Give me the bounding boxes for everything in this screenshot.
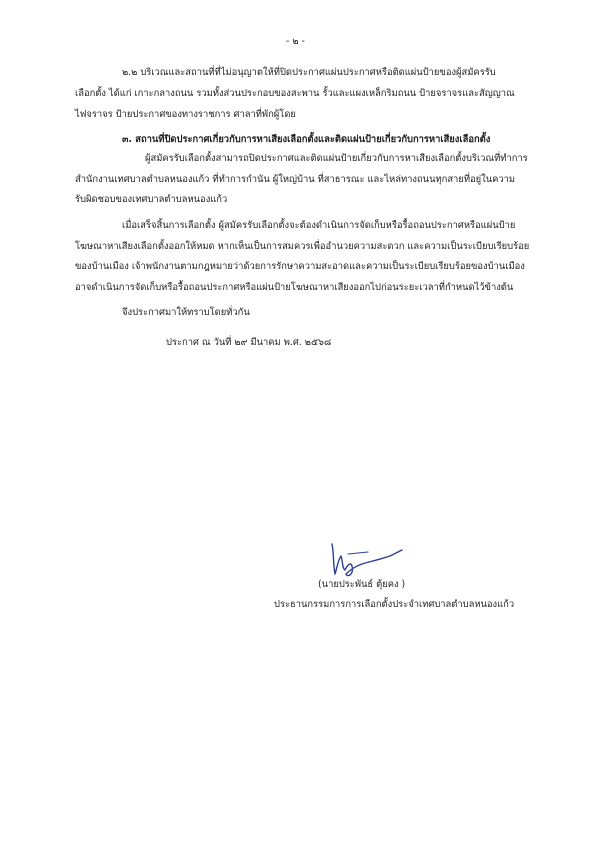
removal-line-4: อาจดำเนินการจัดเก็บหรือรื้อถอนประกาศหรือแผ่นป้ายโฆษณาหาเสียงออกไปก่อนระยะเวลาที่กำหนดไว้ข้างต้น [75, 282, 514, 293]
section-2-2-line-3: ไฟจราจร ป้ายประกาศของทางราชการ ศาลาที่พักผู้โดย [75, 109, 296, 120]
signer-name: (นายประพันธ์ ตุ้ยคง ) [318, 579, 406, 590]
signature-image [318, 540, 408, 582]
removal-line-2: โฆษณาหาเสียงเลือกตั้งออกให้หมด หากเห็นเป็นการสมควรเพื่ออำนวยความสะดวก และความเป็นระเบียบเรียบร้อย [75, 241, 530, 252]
signer-title: ประธานกรรมการการเลือกตั้งประจำเทศบาลตำบลหนองแก้ว [274, 599, 515, 610]
section-3-heading: ๓. สถานที่ปิดประกาศเกี่ยวกับการหาเสียงเลือกตั้งและติดแผ่นป้ายเกี่ยวกับการหาเสียงเลือกตั้ง [122, 134, 491, 145]
section-3-line-3: รับผิดชอบของเทศบาลตำบลหนองแก้ว [75, 194, 228, 205]
page-number: - ๒ - [286, 36, 305, 47]
announce-date: ประกาศ ณ วันที่ ๒๙ มีนาคม พ.ศ. ๒๕๖๘ [166, 337, 332, 348]
section-2-2-line-1: ๒.๒ บริเวณและสถานที่ที่ไม่อนุญาตให้ที่ปิดประกาศแผ่นประกาศหรือติดแผ่นป้ายของผู้สมัครรับ [122, 67, 496, 78]
section-2-2-line-2: เลือกตั้ง ได้แก่ เกาะกลางถนน รวมทั้งส่วนประกอบของสะพาน รั้วและแผงเหล็กริมถนน ป้ายจราจรและสัญญาณ [75, 88, 515, 99]
removal-line-3: ของบ้านเมือง เจ้าพนักงานตามกฎหมายว่าด้วยการรักษาความสะอาดและความเป็นระเบียบเรียบร้อยของบ้านเมือง [75, 261, 525, 272]
removal-line-1: เมื่อเสร็จสิ้นการเลือกตั้ง ผู้สมัครรับเลือกตั้งจะต้องดำเนินการจัดเก็บหรือรื้อถอนประกาศหรือแผ่นป้าย [122, 220, 516, 231]
section-3-line-1: ผู้สมัครรับเลือกตั้งสามารถปิดประกาศและติดแผ่นป้ายเกี่ยวกับการหาเสียงเลือกตั้งบริเวณที่ทำการ [145, 153, 528, 164]
section-3-line-2: สำนักงานเทศบาลตำบลหนองแก้ว ที่ทำการกำนัน ผู้ใหญ่บ้าน ที่สาธารณะ และไหล่ทางถนนทุกสายที่อยู่ในความ [75, 174, 516, 185]
closing-statement: จึงประกาศมาให้ทราบโดยทั่วกัน [122, 307, 250, 318]
